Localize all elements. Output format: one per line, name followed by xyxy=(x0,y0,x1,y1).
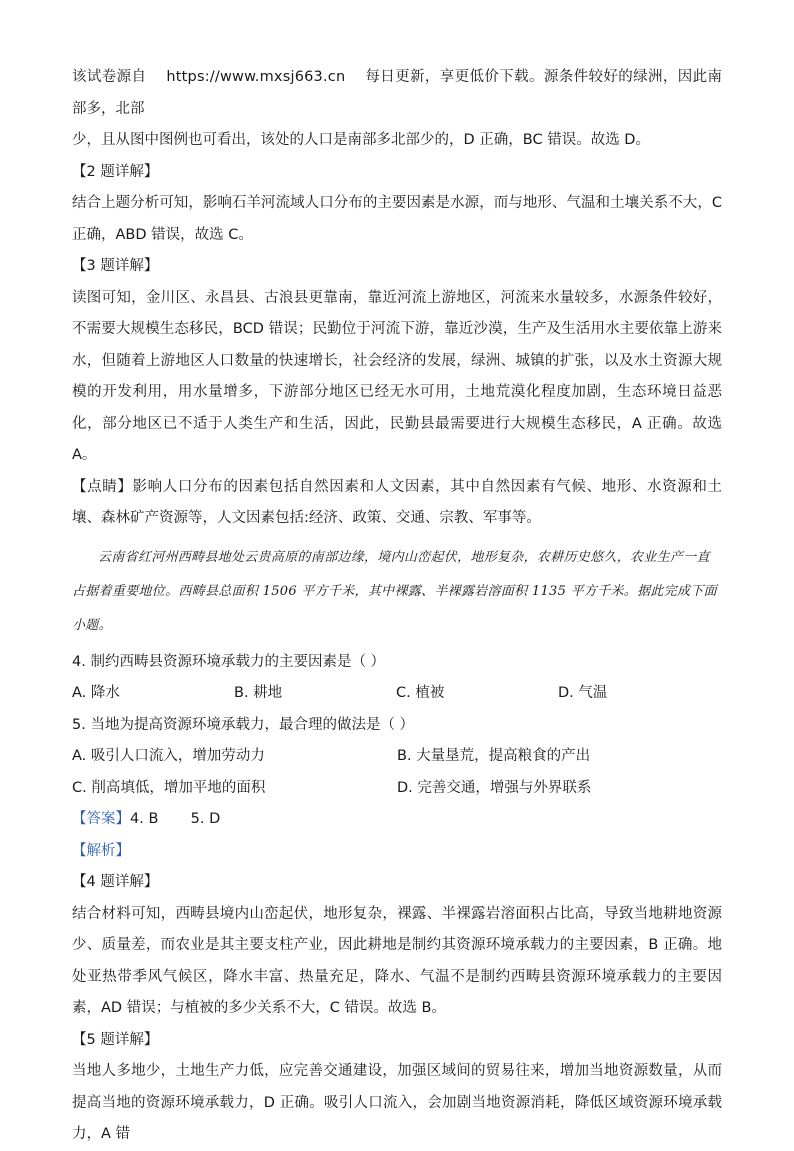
q5-option-c: C. 削高填低，增加平地的面积 xyxy=(72,779,266,796)
q4-option-a: A. 降水 xyxy=(72,685,120,701)
analysis-heading: 【解析】 xyxy=(72,842,130,859)
document-page xyxy=(72,62,722,1151)
answer-tag: 【答案】 xyxy=(72,811,130,827)
q4-option-c: C. 植被 xyxy=(396,685,445,701)
q4-detail-text: 结合材料可知，西畴县境内山峦起伏，地形复杂，裸露、半裸露岩溶面积占比高，导致当地耕地资源少、质量差，而农业是其主要支柱产业，因此耕地是制约其资源环境承载力的主要因素，B 正确。地处亚热带季风气候区，降水丰富、热量充足，降水、气温不是制约西畴县资源环境承载力的主要因素，AD 错误；与植被的多少关系不大，C 错误。故选 B。 xyxy=(72,905,722,1016)
q4-stem: 4. 制约西畴县资源环境承载力的主要因素是（ ） xyxy=(72,653,386,670)
material-paragraph xyxy=(72,541,722,643)
source-prefix: 该试卷源自 xyxy=(72,69,147,85)
q2-detail-text: 结合上题分析可知，影响石羊河流域人口分布的主要因素是水源，而与地形、气温和土壤关系不大，C 正确，ABD 错误，故选 C。 xyxy=(72,195,722,243)
answer-line xyxy=(72,804,722,836)
q3-detail-heading: 【3 题详解】 xyxy=(72,258,159,274)
intro-line-1 xyxy=(72,62,722,125)
q5-option-d: D. 完善交通，增强与外界联系 xyxy=(397,779,592,796)
tip-paragraph xyxy=(72,472,722,535)
intro-line-1-text: 每日更新，享更低价下载。源条件较好的绿洲，因此南部多，北部 xyxy=(72,69,723,117)
q5-detail-heading: 【5 题详解】 xyxy=(72,1031,159,1048)
q5-detail-text: 当地人多地少，土地生产力低，应完善交通建设，加强区域间的贸易往来，增加当地资源数量，从而提高当地的资源环境承载力，D 正确。吸引人口流入，会加剧当地资源消耗，降低区域资源环境承载力，A 错 xyxy=(72,1063,722,1142)
material-text: 云南省红河州西畴县地处云贵高原的南部边缘，境内山峦起伏，地形复杂，农耕历史悠久，农业生产一直占据着重要地位。西畴县总面积 1506 平方千米，其中裸露、半裸露岩溶面积 1135 平方千米。据此完成下面小题。 xyxy=(72,549,717,633)
q5-options-row-2 xyxy=(72,773,722,805)
q3-detail-text: 读图可知，金川区、永昌县、古浪县更靠南，靠近河流上游地区，河流来水量较多，水源条件较好，不需要大规模生态移民，BCD 错误；民勤位于河流下游，靠近沙漠，生产及生活用水主要依靠上游来水，但随着上游地区人口数量的快速增长，社会经济的发展，绿洲、城镇的扩张，以及水土资源大规模的开发利用，用水量增多，下游部分地区已经无水可用，土地荒漠化程度加剧，生态环境日益恶化，部分地区已不适于人类生产和生活，因此，民勤县最需要进行大规模生态移民，A 正确。故选 A。 xyxy=(72,289,722,463)
q4-detail-heading: 【4 题详解】 xyxy=(72,874,159,890)
q5-option-b: B. 大量垦荒，提高粮食的产出 xyxy=(397,748,591,764)
tip-text: 影响人口分布的因素包括自然因素和人文因素，其中自然因素有气候、地形、水资源和土壤、森林矿产资源等，人文因素包括:经济、政策、交通、宗教、军事等。 xyxy=(72,478,723,526)
q4-option-d: D. 气温 xyxy=(558,685,608,701)
intro-line-2: 少，且从图中图例也可看出，该处的人口是南部多北部少的，D 正确，BC 错误。故选 D。 xyxy=(72,132,650,148)
q4-options xyxy=(72,678,722,710)
source-url-link[interactable]: https://www.mxsj663.cn xyxy=(166,69,346,85)
q5-options-row-1 xyxy=(72,741,722,773)
q5-option-a: A. 吸引人口流入，增加劳动力 xyxy=(72,748,265,764)
tip-heading: 【点睛】 xyxy=(72,478,133,495)
answer-text: 4. B 5. D xyxy=(130,811,221,827)
q2-detail-heading: 【2 题详解】 xyxy=(72,163,159,180)
q5-stem: 5. 当地为提高资源环境承载力，最合理的做法是（ ） xyxy=(72,716,415,733)
q4-option-b: B. 耕地 xyxy=(234,685,283,701)
